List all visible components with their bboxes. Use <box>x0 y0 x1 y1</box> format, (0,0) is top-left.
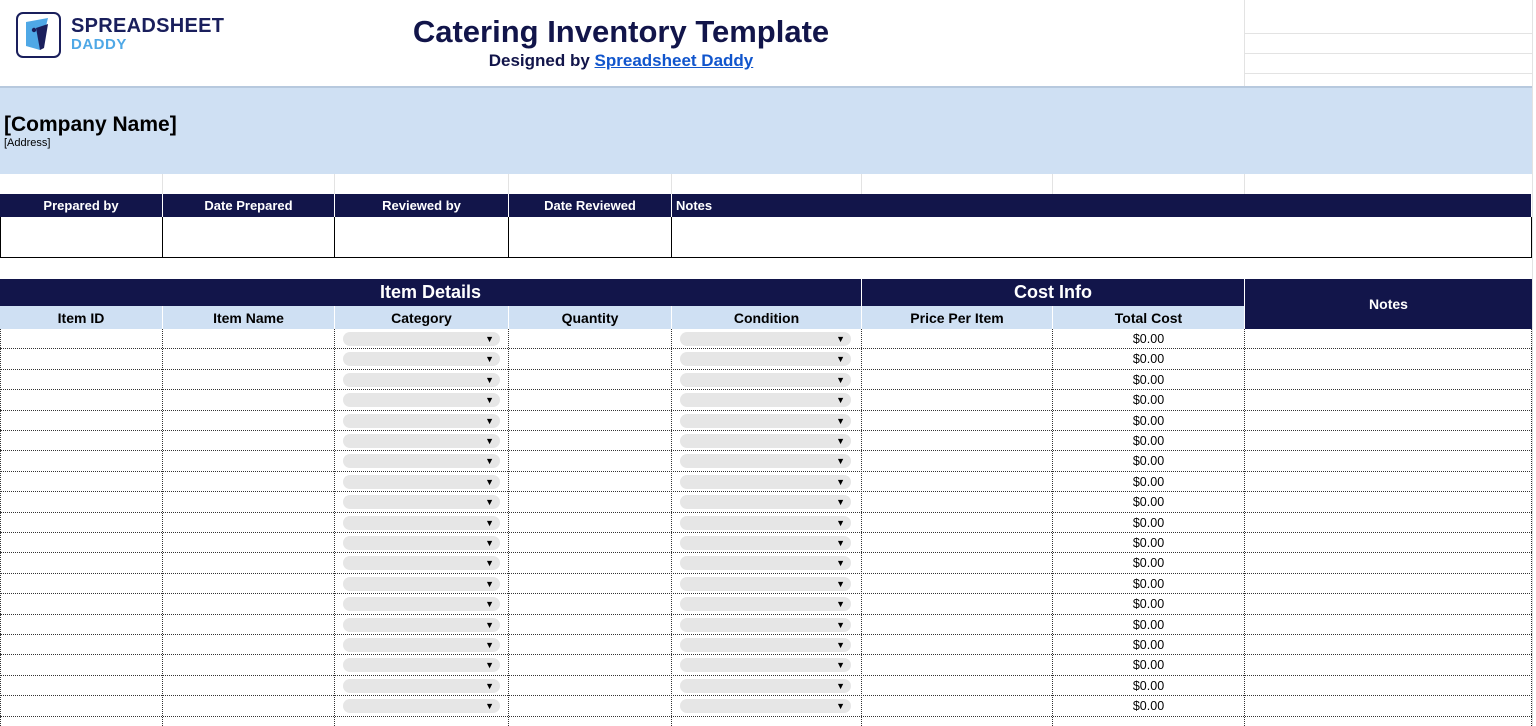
category-dropdown[interactable] <box>343 454 500 468</box>
total-cost-cell: $0.00 <box>1132 474 1165 489</box>
column-divider <box>508 329 509 726</box>
dropdown-arrow-icon: ▼ <box>836 517 845 528</box>
company-address[interactable]: [Address] <box>4 137 51 149</box>
condition-dropdown[interactable] <box>680 597 851 611</box>
quantity-column-header: Quantity <box>509 306 672 329</box>
grid-line <box>508 174 509 194</box>
category-dropdown[interactable] <box>343 373 500 387</box>
dropdown-arrow-icon: ▼ <box>485 415 494 426</box>
table-row <box>0 472 1532 492</box>
column-divider <box>1531 329 1532 726</box>
dropdown-arrow-icon: ▼ <box>485 334 494 344</box>
table-row <box>0 676 1532 696</box>
condition-dropdown[interactable] <box>680 373 851 387</box>
dropdown-arrow-icon: ▼ <box>836 558 845 569</box>
condition-dropdown[interactable] <box>680 454 851 468</box>
prepared-by-header: Prepared by <box>0 194 163 217</box>
dropdown-arrow-icon: ▼ <box>485 619 494 630</box>
spreadsheet-daddy-logo-icon <box>16 12 61 58</box>
table-row <box>0 390 1532 410</box>
dropdown-arrow-icon: ▼ <box>836 578 845 589</box>
condition-dropdown[interactable] <box>680 332 851 346</box>
table-row <box>0 349 1532 369</box>
total-cost-cell: $0.00 <box>1132 556 1165 571</box>
dropdown-arrow-icon: ▼ <box>836 497 845 508</box>
condition-dropdown[interactable] <box>680 414 851 428</box>
dropdown-arrow-icon: ▼ <box>485 578 494 589</box>
category-dropdown[interactable] <box>343 699 500 713</box>
dropdown-arrow-icon: ▼ <box>836 599 845 610</box>
column-divider <box>162 329 163 726</box>
dropdown-arrow-icon: ▼ <box>485 456 494 467</box>
dropdown-arrow-icon: ▼ <box>836 415 845 426</box>
spreadsheet-daddy-link[interactable]: Spreadsheet Daddy <box>594 51 754 70</box>
category-dropdown[interactable] <box>343 352 500 366</box>
total-cost-cell: $0.00 <box>1132 617 1165 632</box>
date-reviewed-header: Date Reviewed <box>509 194 672 217</box>
total-cost-cell: $0.00 <box>1132 372 1165 387</box>
category-dropdown[interactable] <box>343 332 500 346</box>
subtitle-prefix: Designed by <box>488 51 595 70</box>
total-cost-cell: $0.00 <box>1132 434 1165 448</box>
total-cost-cell: $0.00 <box>1132 576 1165 591</box>
dropdown-arrow-icon: ▼ <box>485 354 494 365</box>
category-dropdown[interactable] <box>343 475 500 489</box>
condition-dropdown[interactable] <box>680 516 851 530</box>
dropdown-arrow-icon: ▼ <box>836 538 845 548</box>
table-row <box>0 329 1532 349</box>
condition-dropdown[interactable] <box>680 618 851 632</box>
total-cost-cell: $0.00 <box>1132 699 1165 714</box>
dropdown-arrow-icon: ▼ <box>836 701 845 712</box>
category-dropdown[interactable] <box>343 495 500 509</box>
grid-line <box>1244 174 1245 194</box>
dropdown-arrow-icon: ▼ <box>836 374 845 385</box>
condition-dropdown[interactable] <box>680 434 851 448</box>
grid-line <box>162 174 163 194</box>
table-row <box>0 553 1532 573</box>
total-cost-cell: $0.00 <box>1132 413 1165 428</box>
table-row <box>0 696 1532 716</box>
grid-line <box>861 174 862 194</box>
condition-column-header: Condition <box>672 306 862 329</box>
item-id-column-header: Item ID <box>0 306 163 329</box>
date-reviewed-cell[interactable] <box>509 217 672 258</box>
table-row <box>0 594 1532 614</box>
condition-dropdown[interactable] <box>680 536 851 550</box>
dropdown-arrow-icon: ▼ <box>836 640 845 650</box>
category-column-header: Category <box>335 306 509 329</box>
dropdown-arrow-icon: ▼ <box>836 354 845 365</box>
condition-dropdown[interactable] <box>680 577 851 591</box>
column-divider <box>1052 329 1053 726</box>
table-row <box>0 615 1532 635</box>
category-dropdown[interactable] <box>343 638 500 652</box>
brand-name-line2: DADDY <box>71 36 127 53</box>
company-name[interactable]: [Company Name] <box>4 113 177 136</box>
total-cost-cell: $0.00 <box>1132 536 1165 550</box>
category-dropdown[interactable] <box>343 597 500 611</box>
dropdown-arrow-icon: ▼ <box>485 558 494 569</box>
table-row <box>0 655 1532 675</box>
dropdown-arrow-icon: ▼ <box>836 395 845 406</box>
dropdown-arrow-icon: ▼ <box>485 640 494 650</box>
table-row <box>0 431 1532 451</box>
table-row <box>0 533 1532 553</box>
dropdown-arrow-icon: ▼ <box>485 599 494 610</box>
page-title: Catering Inventory Template <box>412 14 830 49</box>
dropdown-arrow-icon: ▼ <box>836 334 845 344</box>
company-band <box>0 86 1532 174</box>
grid-line <box>334 174 335 194</box>
dropdown-arrow-icon: ▼ <box>485 517 494 528</box>
total-cost-cell: $0.00 <box>1132 454 1165 469</box>
table-row <box>0 635 1532 655</box>
column-divider <box>1244 329 1245 726</box>
total-cost-cell: $0.00 <box>1132 352 1165 367</box>
category-dropdown[interactable] <box>343 434 500 448</box>
logo-face-icon <box>18 14 59 56</box>
brand-name-line1: SPREADSHEET <box>71 15 225 37</box>
notes-cell[interactable] <box>672 217 1532 258</box>
date-prepared-cell[interactable] <box>163 217 335 258</box>
cost-info-group-header: Cost Info <box>862 279 1245 306</box>
category-dropdown[interactable] <box>343 577 500 591</box>
condition-dropdown[interactable] <box>680 658 851 672</box>
condition-dropdown[interactable] <box>680 638 851 652</box>
condition-dropdown[interactable] <box>680 393 851 407</box>
dropdown-arrow-icon: ▼ <box>836 680 845 691</box>
item-details-group-header: Item Details <box>0 279 862 306</box>
column-divider <box>334 329 335 726</box>
dropdown-arrow-icon: ▼ <box>836 476 845 487</box>
condition-dropdown[interactable] <box>680 352 851 366</box>
total-cost-cell: $0.00 <box>1132 597 1165 612</box>
table-row <box>0 513 1532 533</box>
condition-dropdown[interactable] <box>680 679 851 693</box>
dropdown-arrow-icon: ▼ <box>485 538 494 548</box>
grid-line <box>1244 33 1532 34</box>
category-dropdown[interactable] <box>343 618 500 632</box>
dropdown-arrow-icon: ▼ <box>485 395 494 406</box>
column-divider <box>861 329 862 726</box>
category-dropdown[interactable] <box>343 658 500 672</box>
reviewed-by-header: Reviewed by <box>335 194 509 217</box>
item-name-column-header: Item Name <box>163 306 335 329</box>
dropdown-arrow-icon: ▼ <box>485 680 494 691</box>
total-cost-column-header: Total Cost <box>1053 306 1245 329</box>
grid-line <box>1244 53 1532 54</box>
table-row <box>0 451 1532 471</box>
category-dropdown[interactable] <box>343 516 500 530</box>
price-per-item-column-header: Price Per Item <box>862 306 1053 329</box>
column-divider <box>0 329 1 726</box>
category-dropdown[interactable] <box>343 414 500 428</box>
condition-dropdown[interactable] <box>680 495 851 509</box>
dropdown-arrow-icon: ▼ <box>485 436 494 446</box>
dropdown-arrow-icon: ▼ <box>836 619 845 630</box>
condition-dropdown[interactable] <box>680 556 851 570</box>
page-subtitle <box>406 51 836 71</box>
category-dropdown[interactable] <box>343 679 500 693</box>
dropdown-arrow-icon: ▼ <box>485 701 494 712</box>
total-cost-cell: $0.00 <box>1132 515 1165 530</box>
category-dropdown[interactable] <box>343 556 500 570</box>
dropdown-arrow-icon: ▼ <box>485 660 494 671</box>
grid-line <box>1532 0 1533 726</box>
grid-line <box>671 174 672 194</box>
category-dropdown[interactable] <box>343 393 500 407</box>
total-cost-cell: $0.00 <box>1132 393 1165 408</box>
dropdown-arrow-icon: ▼ <box>485 497 494 508</box>
notes-header: Notes <box>672 194 1532 217</box>
dropdown-arrow-icon: ▼ <box>836 660 845 671</box>
total-cost-cell: $0.00 <box>1132 678 1165 693</box>
table-row <box>0 411 1532 431</box>
dropdown-arrow-icon: ▼ <box>836 436 845 446</box>
grid-line <box>1052 174 1053 194</box>
total-cost-cell: $0.00 <box>1132 495 1165 510</box>
total-cost-cell: $0.00 <box>1132 658 1165 673</box>
column-divider <box>671 329 672 726</box>
table-row <box>0 574 1532 594</box>
table-notes-header: Notes <box>1245 279 1532 329</box>
table-row <box>0 492 1532 512</box>
total-cost-cell: $0.00 <box>1132 332 1165 346</box>
grid-line <box>1244 73 1532 74</box>
condition-dropdown[interactable] <box>680 475 851 489</box>
table-row <box>0 370 1532 390</box>
prepared-by-cell[interactable] <box>0 217 163 258</box>
dropdown-arrow-icon: ▼ <box>485 374 494 385</box>
category-dropdown[interactable] <box>343 536 500 550</box>
dropdown-arrow-icon: ▼ <box>485 476 494 487</box>
condition-dropdown[interactable] <box>680 699 851 713</box>
total-cost-cell: $0.00 <box>1132 638 1165 652</box>
reviewed-by-cell[interactable] <box>335 217 509 258</box>
dropdown-arrow-icon: ▼ <box>836 456 845 467</box>
date-prepared-header: Date Prepared <box>163 194 335 217</box>
